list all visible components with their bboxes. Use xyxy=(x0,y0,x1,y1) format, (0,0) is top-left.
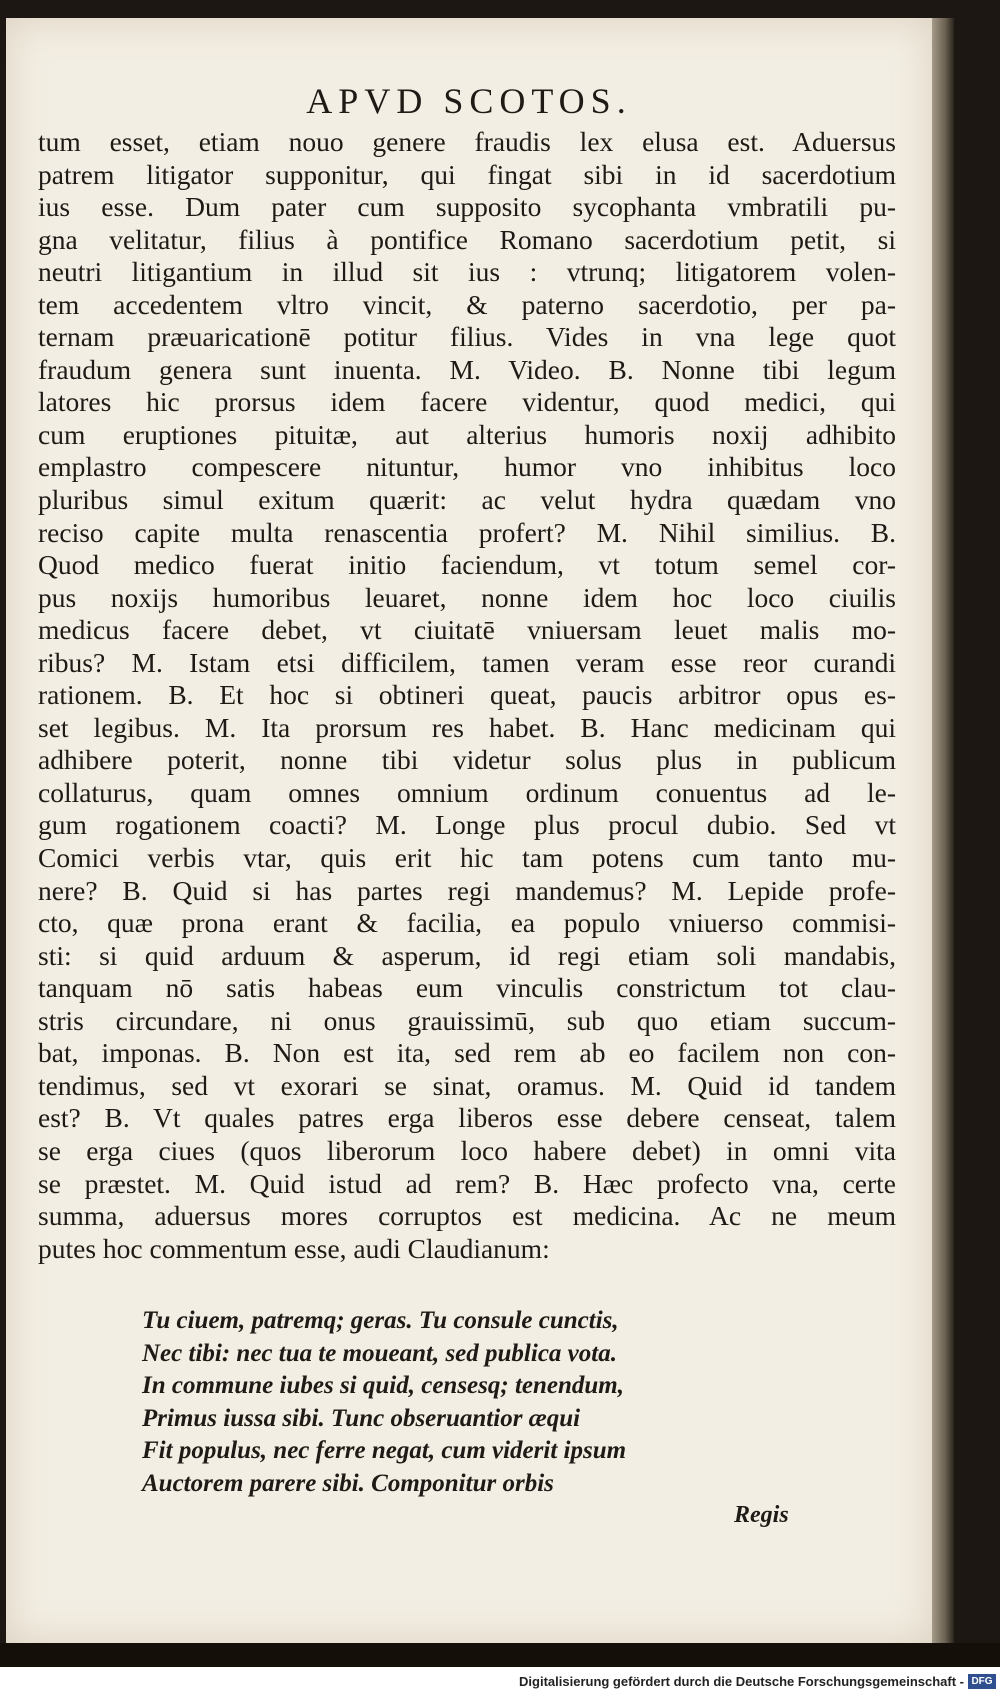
text-line: tendimus, sed vt exorari se sinat, oramus. M. Quid id tandem xyxy=(38,1069,896,1101)
text-line: se præstet. M. Quid istud ad rem? B. Hæc profecto vna, certe xyxy=(38,1167,896,1199)
text-line: sti: si quid arduum & asperum, id regi etiam soli mandabis, xyxy=(38,939,896,971)
text-line: collaturus, quam omnes omnium ordinum conuentus ad le- xyxy=(38,776,896,808)
text-line: reciso capite multa renascentia profert? M. Nihil similius. B. xyxy=(38,516,896,548)
text-line: cum eruptiones pituitæ, aut alterius humoris noxij adhibito xyxy=(38,418,896,450)
text-line: pluribus simul exitum quærit: ac velut hydra quædam vno xyxy=(38,484,896,516)
text-line: emplastro compescere nituntur, humor vno inhibitus loco xyxy=(38,451,896,483)
text-line: ius esse. Dum pater cum supposito sycophanta vmbratili pu- xyxy=(38,191,896,223)
text-line: Quod medico fuerat initio faciendum, vt totum semel cor- xyxy=(38,549,896,581)
digitization-footer xyxy=(0,1667,1000,1697)
text-line: summa, aduersus mores corruptos est medicina. Ac ne meum xyxy=(38,1200,896,1232)
text-line: ternam præuaricationē potitur filius. Vides in vna lege quot xyxy=(38,321,896,353)
dfg-logo: DFG xyxy=(968,1674,996,1689)
verse-line: Fit populus, nec ferre negat, cum viderit ipsum xyxy=(142,1437,627,1465)
verse-quotation xyxy=(142,1305,702,1501)
text-line: rationem. B. Et hoc si obtineri queat, paucis arbitror opus es- xyxy=(38,679,896,711)
text-line: gna velitatur, filius à pontifice Romano sacerdotium petit, si xyxy=(38,223,896,255)
verse-line: Tu ciuem, patremq; geras. Tu consule cunctis, xyxy=(142,1307,619,1334)
verse-line: Auctorem parere sibi. Componitur orbis xyxy=(142,1469,554,1497)
text-line: bat, imponas. B. Non est ita, sed rem ab eo facilem non con- xyxy=(38,1037,896,1069)
text-line: Comici verbis vtar, quis erit hic tam potens cum tanto mu- xyxy=(38,842,896,874)
scan-bottom-border xyxy=(0,1643,1000,1667)
verse-line: Primus iussa sibi. Tunc obseruantior æqui xyxy=(142,1404,581,1432)
text-line: medicus facere debet, vt ciuitatē vniuersam leuet malis mo- xyxy=(38,614,896,646)
running-title: APVD SCOTOS. xyxy=(306,81,632,121)
text-line: tem accedentem vltro vincit, & paterno sacerdotio, per pa- xyxy=(38,288,896,320)
text-line: tanquam nō satis habeas eum vinculis constrictum tot clau- xyxy=(38,972,896,1004)
text-line: gum rogationem coacti? M. Longe plus procul dubio. Sed vt xyxy=(38,809,896,841)
text-line: cto, quæ prona erant & facilia, ea populo vniuerso commisi- xyxy=(38,907,896,939)
catchword: Regis xyxy=(734,1502,789,1528)
text-line: putes hoc commentum esse, audi Claudianum: xyxy=(38,1232,550,1264)
text-line: se erga ciues (quos liberorum loco habere debet) in omni vita xyxy=(38,1134,896,1166)
text-line: adhibere poterit, nonne tibi videtur solus plus in publicum xyxy=(38,744,896,776)
text-line: neutri litigantium in illud sit ius : vtrunq; litigatorem volen- xyxy=(38,256,896,288)
text-line: set legibus. M. Ita prorsum res habet. B. Hanc medicinam qui xyxy=(38,711,896,743)
footer-credit: Digitalisierung gefördert durch die Deutsche Forschungsgemeinschaft - xyxy=(519,1674,964,1689)
page-edge xyxy=(932,18,954,1643)
text-line: fraudum genera sunt inuenta. M. Video. B. Nonne tibi legum xyxy=(38,353,896,385)
text-line: pus noxijs humoribus leuaret, nonne idem hoc loco ciuilis xyxy=(38,581,896,613)
verse-line: In commune iubes si quid, censesq; tenendum, xyxy=(142,1372,624,1400)
text-line: est? B. Vt quales patres erga liberos esse debere censeat, talem xyxy=(38,1102,896,1134)
text-line: stris circundare, ni onus grauissimū, sub quo etiam succum- xyxy=(38,1004,896,1036)
text-line: nere? B. Quid si has partes regi mandemus? M. Lepide profe- xyxy=(38,874,896,906)
text-line: patrem litigator supponitur, qui fingat sibi in id sacerdotium xyxy=(38,158,896,190)
prose-text xyxy=(38,126,896,1265)
verse-line: Nec tibi: nec tua te moueant, sed publica vota. xyxy=(142,1339,617,1367)
text-line: ribus? M. Istam etsi difficilem, tamen veram esse reor curandi xyxy=(38,646,896,678)
text-line: latores hic prorsus idem facere videntur, quod medici, qui xyxy=(38,386,896,418)
text-line: tum esset, etiam nouo genere fraudis lex elusa est. Aduersus xyxy=(38,126,896,157)
